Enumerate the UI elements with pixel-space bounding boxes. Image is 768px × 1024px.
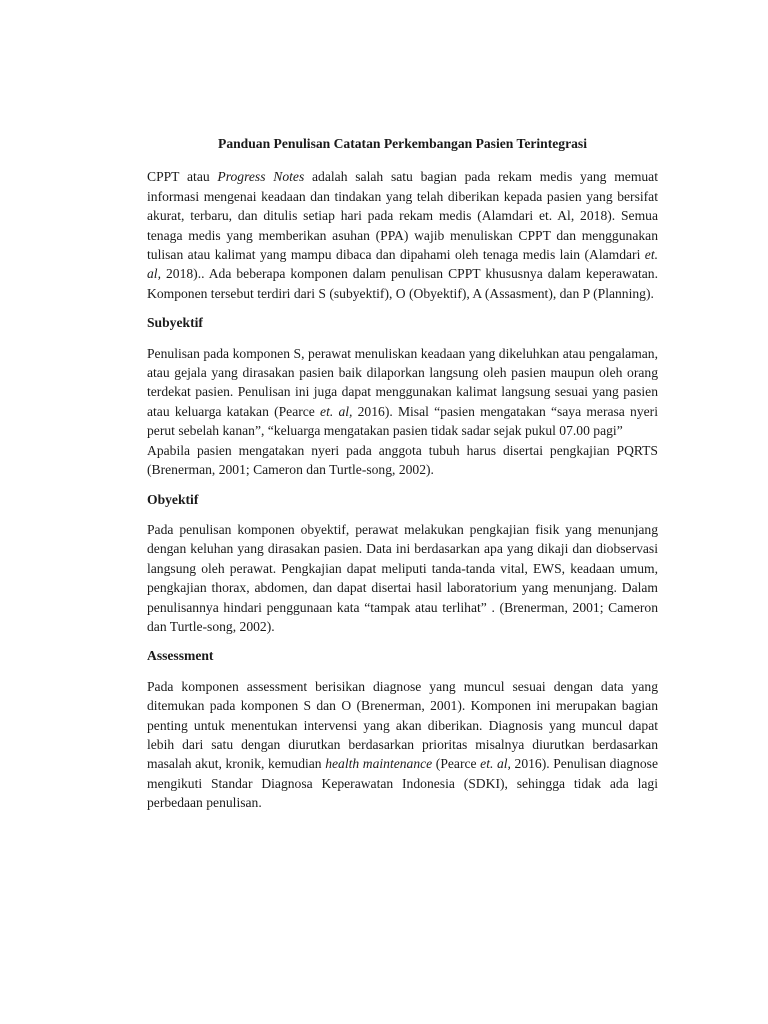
assessment-text-a: Pada komponen assessment berisikan diagnose yang muncul sesuai dengan data yang ditemukan pada komponen S dan O (Brenerman, 2001). Komponen ini merupakan bagian penting untuk menentukan intervensi yang akan diberikan. Diagnosis yang muncul dapat lebih dari satu dengan diurutkan berdasarkan prioritas misalnya diurutkan berdasarkan masalah akut, kronik, kemudian — [147, 678, 658, 772]
document-title: Panduan Penulisan Catatan Perkembangan Pasien Terintegrasi — [218, 136, 587, 151]
heading-assessment: Assessment — [147, 648, 214, 664]
intro-text-italic-progress-notes: Progress Notes — [217, 169, 305, 185]
subyektif-paragraph-2: Apabila pasien mengatakan nyeri pada anggota tubuh harus disertai pengkajian PQRTS (Brenerman, 2001; Cameron dan Turtle-song, 2002). — [147, 442, 658, 478]
subyektif-text-c: 2016). Misal “pasien mengatakan “saya merasa nyeri perut sebelah kanan”, “keluarga mengatakan pasien tidak sadar sejak pukul 07.00 pagi” — [147, 403, 658, 439]
assessment-text-italic-et-al: et. al, — [480, 756, 511, 772]
subyektif-text-italic-et-al: et. al, — [320, 403, 353, 419]
intro-paragraph — [147, 167, 658, 303]
intro-text-c: adalah salah satu bagian pada rekam medis yang memuat informasi mengenai keadaan dan tindakan yang telah diberikan kepada pasien yang bersifat akurat, terbaru, dan ditulis setiap hari pada rekam medis (Alamdari et. Al, 2018). Semua tenaga medis yang memberikan asuhan (PPA) wajib menuliskan CPPT dan menggunakan tulisan atau kalimat yang mampu dibaca dan dipahami oleh tenaga medis lain (Alamdari — [147, 169, 658, 263]
subyektif-text-a: Penulisan pada komponen S, perawat menuliskan keadaan yang dikeluhkan atau pengalaman, atau gejala yang dirasakan pasien baik dilaporkan langsung oleh pasien maupun oleh orang terdekat pasien. Penulisan ini juga dapat menggunakan kalimat langsung sesuai yang pasien atau keluarga katakan (Pearce — [147, 345, 658, 419]
assessment-text-italic-health-maintenance: health maintenance — [325, 756, 433, 772]
document-page — [147, 134, 658, 823]
intro-text-a: CPPT atau — [147, 169, 218, 185]
assessment-paragraph — [147, 677, 658, 813]
assessment-text-c: (Pearce — [432, 756, 481, 772]
obyektif-paragraph: Pada penulisan komponen obyektif, perawat melakukan pengkajian fisik yang menunjang dengan keluhan yang dirasakan pasien. Data ini berdasarkan apa yang dikaji dan diobservasi langsung oleh perawat. Pengkajian dapat meliputi tanda-tanda vital, EWS, keadaan umum, pengkajian thorax, abdomen, dan dapat disertai hasil laboratorium yang menunjang. Dalam penulisannya hindari penggunaan kata “tampak atau terlihat” . (Brenerman, 2001; Cameron dan Turtle-song, 2002). — [147, 521, 658, 634]
subyektif-paragraph-1 — [147, 344, 658, 441]
intro-text-e: 2018).. Ada beberapa komponen dalam penulisan CPPT khususnya dalam keperawatan. Komponen tersebut terdiri dari S (subyektif), O (Obyektif), A (Assasment), dan P (Planning). — [147, 266, 658, 301]
heading-subyektif: Subyektif — [147, 315, 203, 331]
heading-obyektif: Obyektif — [147, 491, 199, 507]
intro-text-italic-et-al: et. al, — [147, 247, 658, 282]
assessment-text-e: 2016). Penulisan diagnose mengikuti Standar Diagnosa Keperawatan Indonesia (SDKI), sehingga tidak ada lagi perbedaan penulisan. — [147, 756, 658, 811]
